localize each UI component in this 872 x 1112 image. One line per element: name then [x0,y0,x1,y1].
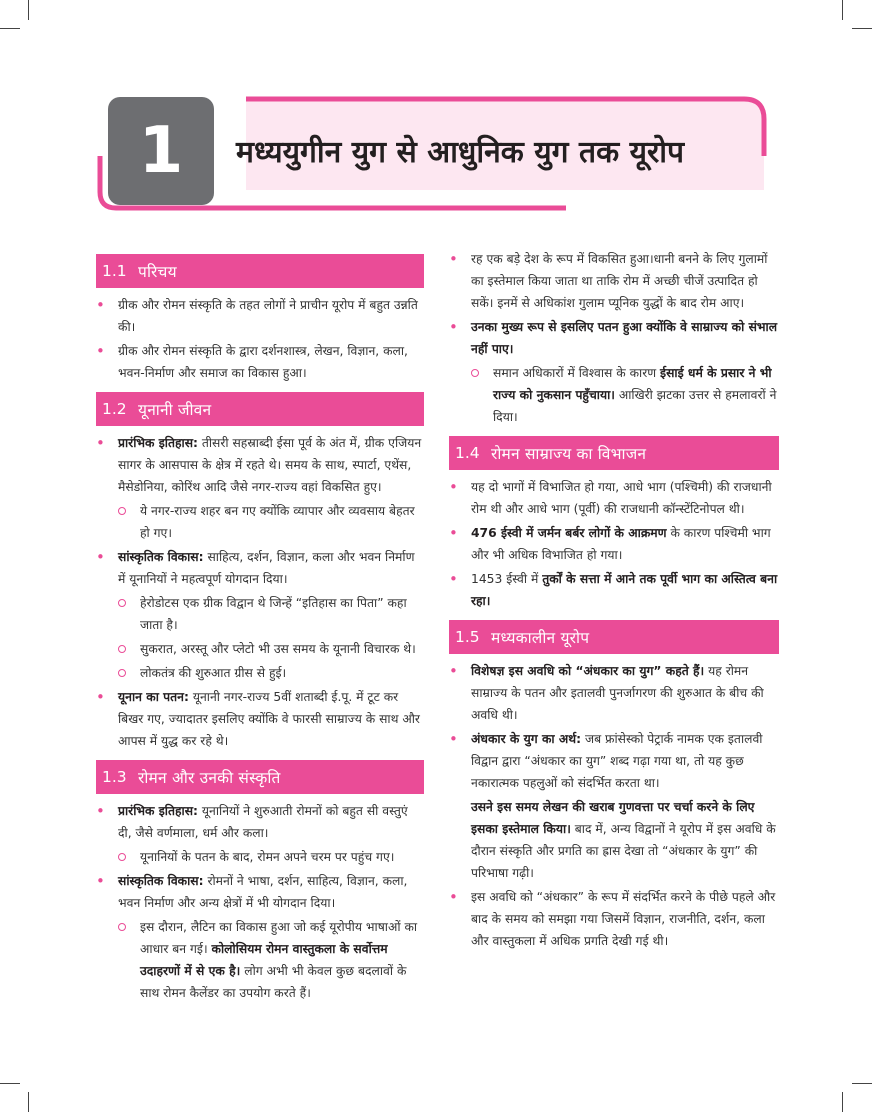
section-heading [96,254,424,288]
sub-bullet-item: यूनानियों के पतन के बाद, रोमन अपने चरम पर पहुंच गए। [96,846,424,868]
bold-term: प्रारंभिक इतिहास: [118,804,198,818]
section-title: रोमन साम्राज्य का विभाजन [491,445,647,463]
bullet-item [96,800,424,844]
section-heading [96,392,424,426]
bullet-text: साहित्य, दर्शन, विज्ञान, कला और भवन निर्माण में यूनानियों ने महत्वपूर्ण योगदान दिया। [118,550,415,586]
bold-term: 476 ईस्वी में जर्मन बर्बर लोगों के आक्रमण [471,526,667,540]
sub-bullet-item: हेरोडोटस एक ग्रीक विद्वान थे जिन्हें “इतिहास का पिता” कहा जाता है। [96,592,424,636]
crop-mark [842,1092,843,1112]
bold-term: तुर्कों के सत्ता में आने तक पूर्वी भाग का अस्तित्व बना रहा। [471,572,778,608]
bold-term: सांस्कृतिक विकास: [118,874,204,888]
section-number: 1.2 [102,400,127,418]
paragraph-continuation [449,796,779,884]
bold-term: प्रारंभिक इतिहास: [118,436,198,450]
bullet-item: • रह एक बड़े देश के रूप में विकसित हुआ।धानी बनने के लिए गुलामों का इस्तेमाल किया जाता था ताकि रोम में अच्छी चीजें उत्पादित हो सकें। इनमें से अधिकांश गुलाम प्यूनिक युद्धों के बाद रोम आए। [449,248,779,314]
section-heading [96,760,424,794]
bullet-text: रोमनों ने भाषा, दर्शन, साहित्य, विज्ञान, कला, भवन निर्माण और अन्य क्षेत्रों में भी योगदान दिया। [118,874,408,910]
chapter-number: 1 [108,97,214,205]
sub-bullet-item: लोकतंत्र की शुरुआत ग्रीस से हुई। [96,662,424,684]
bullet-item [96,546,424,590]
bullet-text: यूनानियों ने शुरुआती रोमनों को बहुत सी वस्तुएं दी, जैसे वर्णमाला, धर्म और कला। [118,804,408,840]
right-column [449,246,779,954]
bold-term: सांस्कृतिक विकास: [118,550,204,564]
sub-bullet-item [449,362,779,428]
bullet-item [96,432,424,498]
bold-term: अंधकार के युग का अर्थ: [471,732,582,746]
section-title: यूनानी जीवन [138,401,212,419]
bullet-item [449,316,779,360]
section-number: 1.3 [102,768,127,786]
bullet-item [96,686,424,752]
bullet-item: • यह दो भागों में विभाजित हो गया, आधे भाग (पश्चिमी) की राजधानी रोम थी और आधे भाग (पूर्वी) की राजधानी कॉन्स्टेंटिनोपल थी। [449,476,779,520]
section-number: 1.1 [102,262,127,280]
bold-term: उसने इस समय लेखन की खराब गुणवत्ता पर चर्चा करने के लिए इसका इस्तेमाल किया। [471,800,755,836]
bold-term: उनका मुख्य रूप से इसलिए पतन हुआ क्योंकि वे साम्राज्य को संभाल नहीं पाए। [471,320,778,356]
bullet-item: • इस अवधि को “अंधकार” के रूप में संदर्भित करने के पीछे पहले और बाद के समय को समझा गया जिसमें विज्ञान, राजनीति, दर्शन, कला और वास्तुकला में अधिक प्रगति देखी गई थी। [449,886,779,952]
section-number: 1.5 [455,628,480,646]
bullet-text: लोग अभी भी केवल कुछ बदलावों के साथ रोमन कैलेंडर का उपयोग करते हैं। [140,964,407,1000]
chapter-title: मध्ययुगीन युग से आधुनिक युग तक यूरोप [236,135,685,170]
bullet-text: तीसरी सहस्राब्दी ईसा पूर्व के अंत में, ग्रीक एजियन सागर के आसपास के क्षेत्र में रहते थे। समय के साथ, स्पार्टा, एथेंस, मैसेडोनिया, कोरिंथ आदि जैसे नगर-राज्य वहां विकसित हुए। [118,436,422,494]
bold-term: विशेषज्ञ इस अवधि को “अंधकार का युग” कहते हैं। [471,664,705,678]
bold-term: कोलोसियम रोमन वास्तुकला के सर्वोत्तम उदाहरणों में से एक है। [140,942,388,978]
bullet-item [449,568,779,612]
crop-mark [0,1083,20,1084]
crop-mark [852,1083,872,1084]
bold-term: यूनान का पतन: [118,690,189,704]
sub-bullet-item: ये नगर-राज्य शहर बन गए क्योंकि व्यापार और व्यवसाय बेहतर हो गए। [96,500,424,544]
bullet-item: • ग्रीक और रोमन संस्कृति के तहत लोगों ने प्राचीन यूरोप में बहुत उन्नति की। [96,294,424,338]
bold-term: ईसाई धर्म के प्रसार ने भी राज्य को नुकसान पहुँचाया। [493,366,772,402]
crop-mark [0,28,20,29]
bullet-text: समान अधिकारों में विश्वास के कारण [493,366,661,380]
bullet-text: आखिरी झटका उत्तर से हमलावरों ने दिया। [493,388,777,424]
section-heading [449,436,779,470]
bullet-text: इस दौरान, लैटिन का विकास हुआ जो कई यूरोपीय भाषाओं का आधार बन गई। [140,920,418,956]
crop-mark [842,0,843,20]
bullet-item [449,728,779,794]
left-column [96,246,424,1006]
crop-mark [28,1092,29,1112]
crop-mark [852,28,872,29]
section-title: परिचय [138,263,177,281]
sub-bullet-item [96,916,424,1004]
bullet-item [96,870,424,914]
bullet-text: जब फ्रांसेस्को पेट्रार्क नामक एक इतालवी विद्वान द्वारा “अंधकार का युग” शब्द गढ़ा गया था, तो यह कुछ नकारात्मक पहलुओं को संदर्भित करता था। [471,732,763,790]
section-heading [449,620,779,654]
section-number: 1.4 [455,444,480,462]
bullet-item: • ग्रीक और रोमन संस्कृति के द्वारा दर्शनशास्त्र, लेखन, विज्ञान, कला, भवन-निर्माण और समाज का विकास हुआ। [96,340,424,384]
bullet-text: 1453 ईस्वी में [471,572,543,586]
bullet-text: यूनानी नगर-राज्य 5वीं शताब्दी ई.पू. में टूट कर बिखर गए, ज्यादातर इसलिए क्योंकि वे फारसी साम्राज्य के साथ और आपस में युद्ध कर रहे थे। [118,690,420,748]
sub-bullet-item: सुकरात, अरस्तू और प्लेटो भी उस समय के यूनानी विचारक थे। [96,638,424,660]
bullet-text: यह रोमन साम्राज्य के पतन और इतालवी पुनर्जागरण की शुरुआत के बीच की अवधि थी। [471,664,764,722]
section-title: मध्यकालीन यूरोप [491,629,590,647]
bullet-text: बाद में, अन्य विद्वानों ने यूरोप में इस अवधि के दौरान संस्कृति और प्रगति का ह्रास देखा तो “अंधकार के युग” की परिभाषा गढ़ी। [471,822,776,880]
bullet-item [449,522,779,566]
crop-mark [28,0,29,20]
bullet-text: के कारण पश्चिमी भाग और भी अधिक विभाजित हो गया। [471,526,771,562]
bullet-item [449,660,779,726]
section-title: रोमन और उनकी संस्कृति [138,769,281,787]
